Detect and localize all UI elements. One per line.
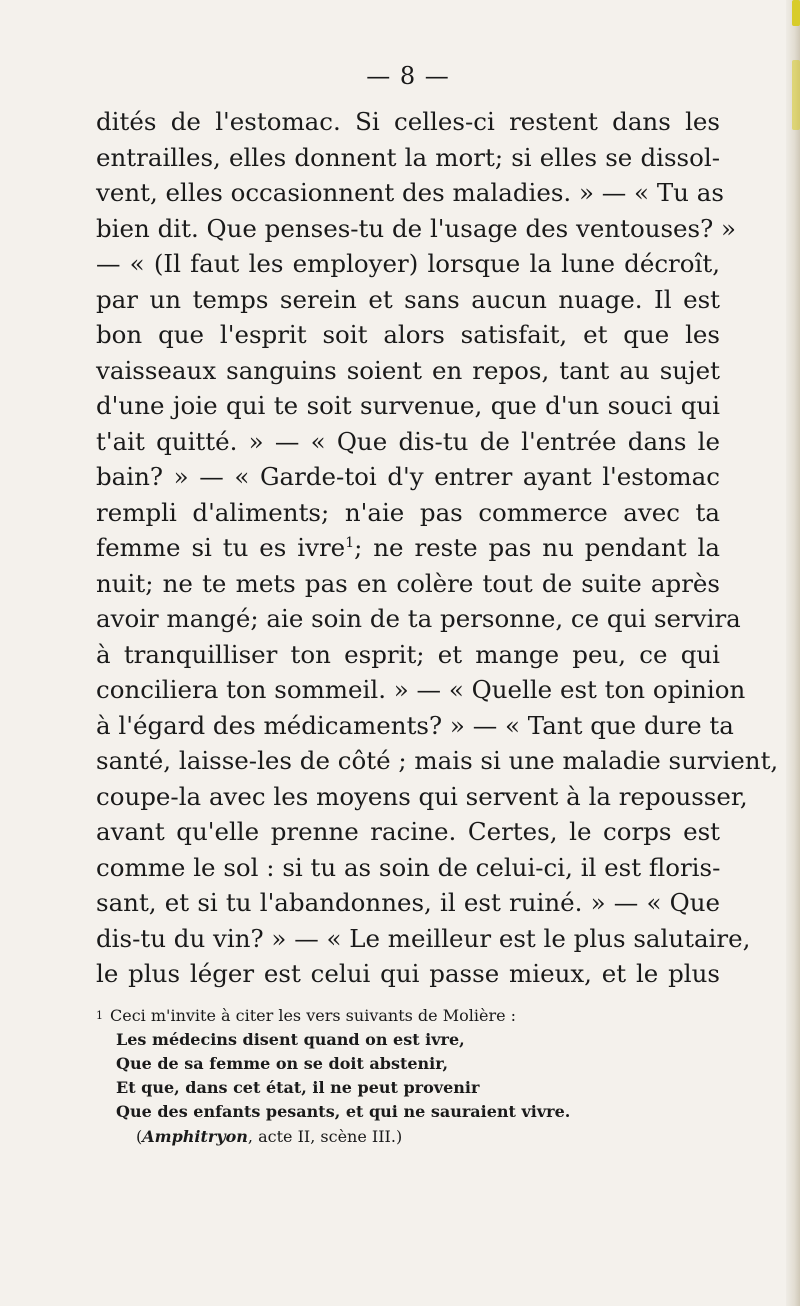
source-open: ( <box>136 1126 143 1146</box>
text-line-12: rempli d'aliments; n'aie pas commerce avec ta <box>96 497 720 527</box>
text-line-18: à l'égard des médicaments? » — « Tant que dure ta <box>96 710 734 740</box>
text-line-24: dis-tu du vin? » — « Le meilleur est le plus salutaire, <box>96 923 751 953</box>
footnote-reference[interactable]: 1 <box>345 534 355 551</box>
text-line-8: vaisseaux sanguins soient en repos, tant au sujet <box>96 355 720 385</box>
text-line-4: bien dit. Que penses-tu de l'usage des ventouses? » <box>96 213 737 243</box>
text-line-1: dités de l'estomac. Si celles-ci restent dans les <box>96 107 720 136</box>
text-line-5: — « (Il faut les employer) lorsque la lune décroît, <box>96 249 720 278</box>
text-line-10: t'ait quitté. » — « Que dis-tu de l'entrée dans le <box>96 426 720 456</box>
text-line-13 <box>96 530 720 566</box>
text-line-11: bain? » — « Garde-toi d'y entrer ayant l'estomac <box>96 462 720 491</box>
text-line-14: nuit; ne te mets pas en colère tout de suite après <box>96 568 720 598</box>
footnote-intro: Ceci m'invite à citer les vers suivants de Molière : <box>110 1005 517 1025</box>
verse-line-1: Les médecins disent quand on est ivre, <box>116 1029 465 1049</box>
source-rest: , acte II, scène III.) <box>247 1126 403 1146</box>
text-line-15: avoir mangé; aie soin de ta personne, ce qui servira <box>96 604 741 633</box>
text-line-23: sant, et si tu l'abandonnes, il est ruiné. » — « Que <box>96 888 720 917</box>
footnote-intro-row <box>96 1004 720 1028</box>
text-line-9: d'une joie qui te soit survenue, que d'un souci qui <box>96 391 720 420</box>
text-line-19: santé, laisse-les de côté ; mais si une maladie survient, <box>96 746 779 775</box>
text-line-13-end: ; ne reste pas nu pendant la <box>354 533 720 562</box>
page-edge <box>786 0 800 1306</box>
text-line-25: le plus léger est celui qui passe mieux, et le plus <box>96 959 720 988</box>
text-line-16: à tranquilliser ton esprit; et mange peu, ce qui <box>96 639 720 669</box>
text-line-7: bon que l'esprit soit alors satisfait, et que les <box>96 320 720 349</box>
text-line-22: comme le sol : si tu as soin de celui-ci, il est floris- <box>96 852 721 882</box>
text-line-2: entrailles, elles donnent la mort; si elles se dissol- <box>96 142 720 172</box>
verse-source <box>136 1124 720 1150</box>
text-line-6: par un temps serein et sans aucun nuage. Il est <box>96 284 720 314</box>
text-line-13-start: femme si tu es ivre <box>96 533 346 562</box>
footnote <box>96 1004 720 1150</box>
footnote-marker: 1 <box>96 1008 103 1022</box>
source-title: Amphitryon <box>142 1126 248 1146</box>
body-text <box>96 104 779 992</box>
verse-block <box>116 1028 720 1124</box>
text-line-20: coupe-la avec les moyens qui servent à la repousser, <box>96 781 748 811</box>
edge-tab-top <box>792 0 800 26</box>
verse-line-4: Que des enfants pesants, et qui ne sauraient vivre. <box>116 1101 571 1121</box>
text-line-3: vent, elles occasionnent des maladies. » — « Tu as <box>96 178 724 207</box>
text-line-17: conciliera ton sommeil. » — « Quelle est ton opinion <box>96 675 746 704</box>
verse-line-2: Que de sa femme on se doit abstenir, <box>116 1053 449 1073</box>
edge-tab-mid <box>792 60 800 130</box>
page-number: — 8 — <box>366 62 450 90</box>
book-page <box>96 62 779 1150</box>
verse-line-3: Et que, dans cet état, il ne peut provenir <box>116 1077 480 1097</box>
text-line-21: avant qu'elle prenne racine. Certes, le corps est <box>96 817 720 846</box>
